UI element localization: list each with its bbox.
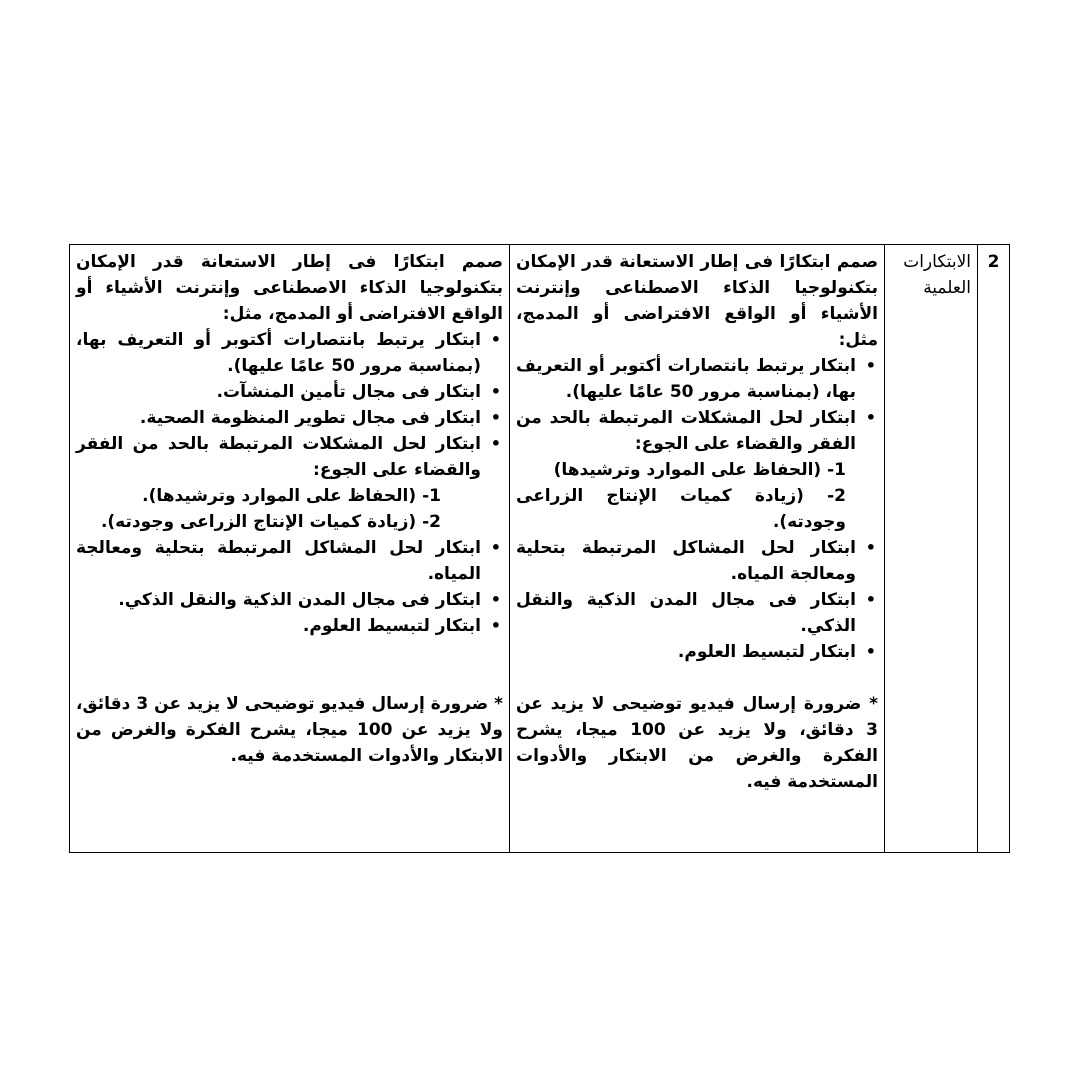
sub-item-text: (زيادة كميات الإنتاج الزراعى وجودته). [100, 512, 417, 532]
list-item: • ابتكار فى مجال المدن الذكية والنقل الذكي. [516, 587, 856, 639]
mid-items-list [516, 353, 878, 665]
sub-item [76, 509, 481, 535]
sub-item [516, 457, 856, 483]
list-item: • ابتكار لتبسيط العلوم. [516, 639, 856, 665]
list-item: • ابتكار يرتبط بانتصارات أكتوبر أو التعريف بها، (بمناسبة مرور 50 عامًا عليها). [516, 353, 856, 405]
sub-item-text: (زيادة كميات الإنتاج الزراعى وجودته). [516, 486, 846, 532]
mid-intro: صمم ابتكارًا فى إطار الاستعانة قدر الإمكان بتكنولوجيا الذكاء الاصطناعى وإنترنت الأشياء أو الواقع الافتراضى أو المدمج، مثل: [516, 252, 878, 350]
list-item: • ابتكار فى مجال تطوير المنظومة الصحية. [76, 405, 481, 431]
sub-item-number: 1- [827, 460, 846, 480]
sub-item-text: (الحفاظ على الموارد وترشيدها). [142, 486, 417, 506]
mid-column-content [510, 245, 885, 853]
competition-table [69, 244, 1010, 853]
category-title: الابتكارات العلمية [885, 245, 978, 853]
sub-item-number: 1- [422, 486, 441, 506]
left-column-content [70, 245, 510, 853]
sub-item [76, 483, 481, 509]
list-item: • ابتكار لحل المشاكل المرتبطة بتحلية ومعالجة المياه. [76, 535, 481, 587]
item-text: ابتكار لحل المشكلات المرتبطة بالحد من الفقر والقضاء على الجوع: [516, 408, 856, 454]
list-item: • ابتكار فى مجال تأمين المنشآت. [76, 379, 481, 405]
list-item: • ابتكار لتبسيط العلوم. [76, 613, 481, 639]
item-text: ابتكار لحل المشكلات المرتبطة بالحد من الفقر والقضاء على الجوع: [76, 434, 481, 480]
sub-item-text: (الحفاظ على الموارد وترشيدها) [553, 460, 822, 480]
list-item [516, 405, 856, 535]
video-note: * ضرورة إرسال فيديو توضيحى لا يزيد عن 3 دقائق، ولا يزيد عن 100 ميجا، يشرح الفكرة والغرض من الابتكار والأدوات المستخدمة فيه. [516, 694, 879, 792]
sub-item-number: 2- [422, 512, 441, 532]
list-item: • ابتكار فى مجال المدن الذكية والنقل الذكي. [76, 587, 481, 613]
row-number: 2 [978, 245, 1010, 853]
list-item [76, 431, 481, 535]
list-item: • ابتكار لحل المشاكل المرتبطة بتحلية ومعالجة المياه. [516, 535, 856, 587]
list-item: • ابتكار يرتبط بانتصارات أكتوبر أو التعريف بها، (بمناسبة مرور 50 عامًا عليها). [76, 327, 481, 379]
left-intro: صمم ابتكارًا فى إطار الاستعانة قدر الإمكان بتكنولوجيا الذكاء الاصطناعى وإنترنت الأشياء أو الواقع الافتراضى أو المدمج، مثل: [76, 252, 503, 324]
table-row [70, 245, 1010, 853]
left-items-list [76, 327, 503, 639]
sub-item [516, 483, 856, 535]
sub-item-number: 2- [827, 486, 846, 506]
video-note: * ضرورة إرسال فيديو توضيحى لا يزيد عن 3 دقائق، ولا يزيد عن 100 ميجا، يشرح الفكرة والغرض من الابتكار والأدوات المستخدمة فيه. [76, 694, 504, 766]
